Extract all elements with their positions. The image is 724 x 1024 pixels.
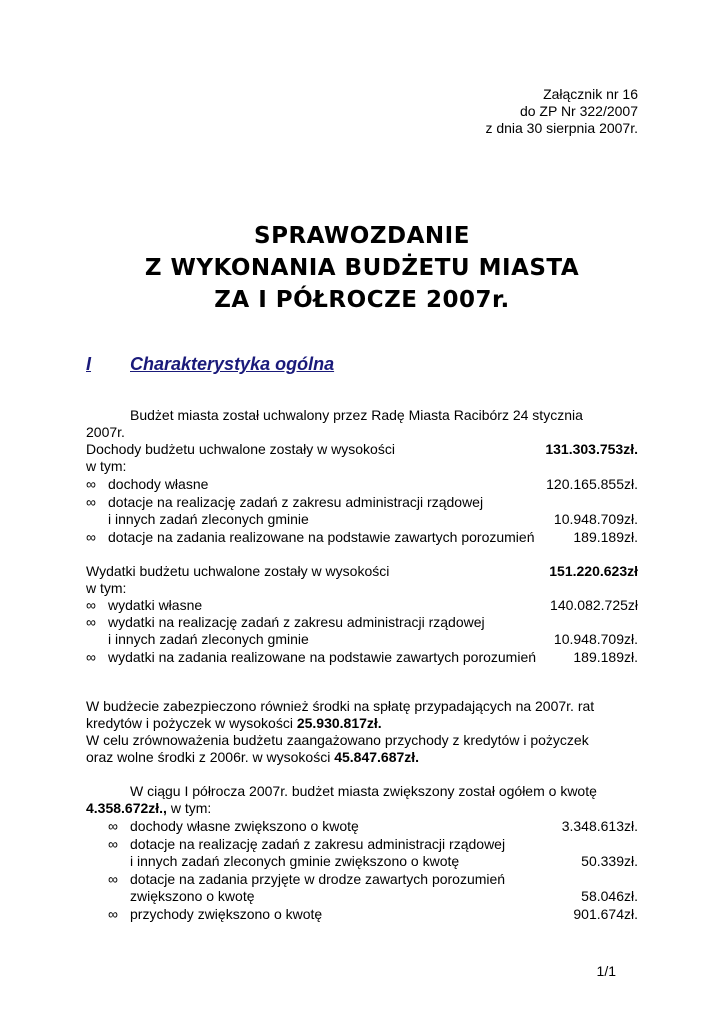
increase-item-3-value: 58.046zł. bbox=[581, 888, 638, 904]
income-total: 131.303.753zł. bbox=[545, 441, 638, 457]
intro-line-1: Budżet miasta został uchwalony przez Radę Miasta Racibórz 24 stycznia bbox=[130, 407, 583, 423]
loans-line-4-text: oraz wolne środki z 2006r. w wysokości bbox=[86, 749, 335, 765]
loans-repayment-value: 25.930.817zł. bbox=[296, 715, 382, 731]
expenses-wtym: w tym: bbox=[86, 580, 127, 596]
increase-item-3-line-1: dotacje na zadania przyjęte w drodze zawartych porozumień bbox=[130, 871, 506, 887]
attachment-order: do ZP Nr 322/2007 bbox=[519, 103, 638, 119]
increase-item-4-label: przychody zwiększono o kwotę bbox=[130, 906, 323, 922]
expenses-item-1-value: 140.082.725zł bbox=[550, 597, 638, 613]
increase-item-1-value: 3.348.613zł. bbox=[561, 818, 638, 834]
income-item-3-label: dotacje na zadania realizowane na podstawie zawartych porozumień bbox=[108, 529, 535, 545]
increase-item-1-label: dochody własne zwiększono o kwotę bbox=[130, 818, 359, 834]
increase-item-3-line-2: zwiększono o kwotę bbox=[130, 888, 255, 904]
income-wtym: w tym: bbox=[86, 458, 127, 474]
increase-line-2 bbox=[86, 800, 211, 817]
expenses-label: Wydatki budżetu uchwalone zostały w wysokości bbox=[86, 563, 390, 579]
document-title-line-1: SPRAWOZDANIE bbox=[254, 223, 470, 249]
document-title-line-2: Z WYKONANIA BUDŻETU MIASTA bbox=[144, 255, 580, 281]
expenses-item-2-line-2: i innych zadań zleconych gminie bbox=[108, 631, 309, 647]
income-item-1-value: 120.165.855zł. bbox=[546, 476, 638, 492]
section-number: I bbox=[86, 354, 92, 374]
expenses-item-2-value: 10.948.709zł. bbox=[553, 631, 638, 647]
increase-item-2-value: 50.339zł. bbox=[581, 853, 638, 869]
expenses-item-1-label: wydatki własne bbox=[108, 597, 203, 613]
loans-line-4 bbox=[86, 749, 419, 766]
infinity-bullet-icon: ∞ bbox=[86, 529, 96, 545]
infinity-bullet-icon: ∞ bbox=[86, 476, 96, 492]
loans-line-3: W celu zrównoważenia budżetu zaangażowano przychody z kredytów i pożyczek bbox=[86, 732, 589, 748]
loans-line-2 bbox=[86, 715, 382, 732]
expenses-item-2-line-1: wydatki na realizację zadań z zakresu administracji rządowej bbox=[108, 614, 485, 630]
income-label: Dochody budżetu uchwalone zostały w wysokości bbox=[86, 441, 395, 457]
attachment-number: Załącznik nr 16 bbox=[543, 86, 638, 102]
infinity-bullet-icon: ∞ bbox=[86, 614, 96, 630]
infinity-bullet-icon: ∞ bbox=[108, 836, 118, 852]
attachment-date: z dnia 30 sierpnia 2007r. bbox=[485, 120, 638, 136]
infinity-bullet-icon: ∞ bbox=[108, 871, 118, 887]
section-title: Charakterystyka ogólna bbox=[130, 354, 335, 374]
increase-line-1: W ciągu I półrocza 2007r. budżet miasta zwiększony został ogółem o kwotę bbox=[130, 783, 597, 799]
expenses-total: 151.220.623zł bbox=[549, 563, 638, 579]
increase-item-2-line-1: dotacje na realizację zadań z zakresu administracji rządowej bbox=[130, 836, 506, 852]
income-item-2-line-1: dotacje na realizację zadań z zakresu administracji rządowej bbox=[108, 494, 484, 510]
income-item-3-value: 189.189zł. bbox=[573, 529, 638, 545]
income-item-1-label: dochody własne bbox=[108, 476, 209, 492]
expenses-item-3-label: wydatki na zadania realizowane na podstawie zawartych porozumień bbox=[108, 649, 537, 665]
infinity-bullet-icon: ∞ bbox=[108, 818, 118, 834]
loans-revenue-value: 45.847.687zł. bbox=[334, 749, 420, 765]
loans-line-2-text: kredytów i pożyczek w wysokości bbox=[86, 715, 297, 731]
infinity-bullet-icon: ∞ bbox=[86, 597, 96, 613]
income-item-2-value: 10.948.709zł. bbox=[553, 511, 638, 527]
loans-line-1: W budżecie zabezpieczono również środki na spłatę przypadających na 2007r. rat bbox=[86, 698, 595, 714]
infinity-bullet-icon: ∞ bbox=[86, 494, 96, 510]
increase-total-suffix: w tym: bbox=[166, 800, 212, 816]
document-title-line-3: ZA I PÓŁROCZE 2007r. bbox=[214, 287, 510, 313]
section-heading bbox=[86, 354, 334, 375]
increase-item-2-line-2: i innych zadań zleconych gminie zwiększono o kwotę bbox=[130, 853, 460, 869]
intro-line-2: 2007r. bbox=[86, 424, 125, 440]
expenses-item-3-value: 189.189zł. bbox=[573, 649, 638, 665]
income-item-2-line-2: i innych zadań zleconych gminie bbox=[108, 511, 309, 527]
infinity-bullet-icon: ∞ bbox=[86, 649, 96, 665]
page-number: 1/1 bbox=[596, 963, 616, 979]
infinity-bullet-icon: ∞ bbox=[108, 906, 118, 922]
increase-total: 4.358.672zł., bbox=[86, 800, 167, 816]
increase-item-4-value: 901.674zł. bbox=[573, 906, 638, 922]
